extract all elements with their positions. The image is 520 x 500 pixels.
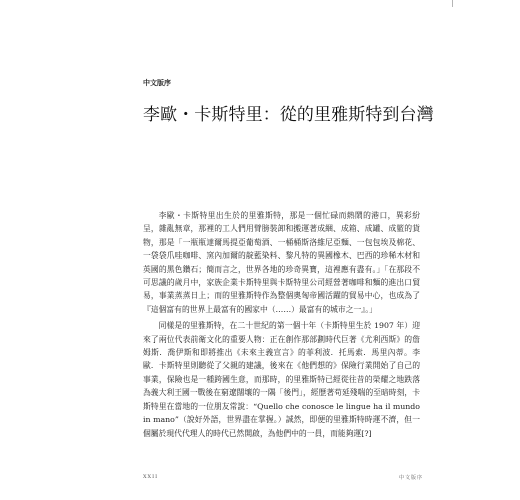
page-edge-mark <box>452 0 453 7</box>
page-number: XXII <box>143 474 159 480</box>
paragraph-1: 李歐・卡斯特里出生於的里雅斯特，那是一個忙碌而熱鬧的港口，異彩紛呈，雜亂無章，那裡的工人們用臂膀裝卸和搬運著成綑、成箱、成罐、成籃的貨物，那是「一瓶瓶達爾馬提亞葡萄酒、一桶桶斯洛維尼亞麵、一包包埃及棉花、一袋袋爪哇咖啡、窯內加爾的靛藍染料、黎凡特的異國橡木、巴西的珍稀木材和英國的黑色鑽石；簡而言之，世界各地的珍奇異寶，這裡應有盡有。」「在那段不可思議的歲月中，家族企業卡斯特里與卡斯特里公司經營著咖啡和麵的進出口貿易，事業蒸蒸日上；而的里雅斯特作為整個奧匈帝國活躍的貿易中心，也成為了『這個富有的世界上最富有的國家中（……）最富有的城市之一』。」 <box>143 211 420 314</box>
paragraph-2: 同樣是的里雅斯特，在二十世紀的第一個十年（卡斯特里生於 1907 年）迎來了兩位代表前衛文化的重要人物：正在創作那部劃時代巨著《尤利西斯》的詹姆斯．喬伊斯和即將推出《未來主義宣言》的菲利波．托馬索．馬里內蒂。李歐．卡斯特里則聽從了父親的建議，後來在《他們想的》保險行業開始了自己的事業，保險也是一種跨國生意，而那時，的里雅斯特已經從往昔的榮耀之地跌落為義大利王國一戰後在窮遼闊壤的一隅「後門」，經歷著苟延殘喘的至暗時刻，卡斯特里在當地的一位朋友常說：“Quello che conosce le lingue ha il mundo in mano”（說好外語，世界盡在掌握。）誠然，即便的里雅斯特時運不濟，但一個屬於現代代理人的時代已然開啟，為他們中的一員，而能夠運[?] <box>143 321 420 438</box>
running-footer: 中文版序 <box>398 475 423 481</box>
chapter-title: 李歐・卡斯特里：從的里雅斯特到台灣 <box>143 105 434 125</box>
body-text <box>143 209 420 440</box>
section-label: 中文版序 <box>143 79 171 87</box>
